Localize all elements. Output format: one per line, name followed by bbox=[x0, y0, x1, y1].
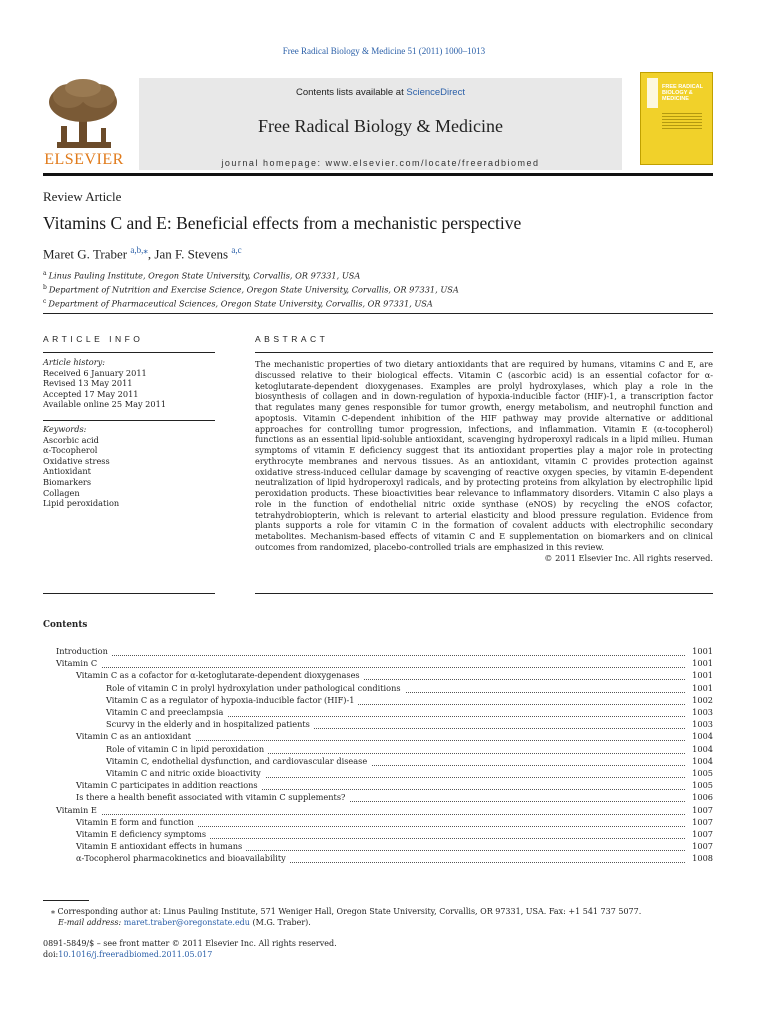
issn-line: 0891-5849/$ – see front matter © 2011 Elsevier Inc. All rights reserved. bbox=[43, 939, 337, 948]
keyword: α-Tocopherol bbox=[43, 445, 98, 456]
toc-entry-page: 1007 bbox=[688, 841, 713, 851]
author-affiliation-marks[interactable]: a,b,⁎ bbox=[130, 245, 148, 255]
toc-entry-page: 1005 bbox=[688, 768, 713, 778]
toc-entry-title[interactable]: Vitamin C bbox=[56, 658, 101, 668]
keyword: Collagen bbox=[43, 487, 80, 498]
journal-header bbox=[43, 72, 713, 170]
keywords-rule bbox=[43, 420, 215, 421]
journal-cover-image bbox=[640, 72, 713, 165]
email-line bbox=[43, 917, 641, 928]
doi-prefix: doi: bbox=[43, 950, 59, 959]
publisher-name: ELSEVIER bbox=[44, 151, 124, 168]
corresponding-text: Corresponding author at: Linus Pauling Institute, 571 Weniger Hall, Oregon State University, Corvallis, OR 97331, USA. Fax: +1 541 737 5077. bbox=[57, 907, 642, 916]
article-title: Vitamins C and E: Beneficial effects from a mechanistic perspective bbox=[43, 213, 522, 233]
affiliation bbox=[43, 296, 459, 310]
affiliation-text: Department of Nutrition and Exercise Science, Oregon State University, Corvallis, OR 97331, USA bbox=[48, 284, 459, 295]
abstract-bottom-rule bbox=[255, 593, 713, 594]
author-name[interactable]: Jan F. Stevens bbox=[154, 246, 229, 262]
online-date: Available online 25 May 2011 bbox=[43, 399, 167, 410]
toc-leader-dots bbox=[56, 803, 685, 815]
affiliation bbox=[43, 282, 459, 296]
abstract-body: The mechanistic properties of two dietary antioxidants that are required by humans, vitamins C and E, are discussed relative to their biological effects. Vitamin C (ascorbic acid) is an essential cofactor for α-ketoglutarate-dependent dioxygenases. Examples are prolyl hydroxylases, which play a role in the biosynthesis of collagen and in down-regulation of hypoxia-inducible factor (HIF)-1, a transcription factor that regulates many genes responsible for tumor growth, energy metabolism, and neutrophil function and apoptosis. Vitamin C-dependent inhibition of the HIF pathway may provide alternative or additional approaches for controlling tumor progression, infections, and inflammation. Vitamin E (α-tocopherol) functions as an essential lipid-soluble antioxidant, scavenging hydroperoxyl radicals in a lipid milieu. Human symptoms of vitamin E deficiency suggest that its antioxidant properties play a major role in protecting erythrocyte membranes and nervous tissues. As an antioxidant, vitamin C provides protection against oxidative stress-induced cellular damage by scavenging of reactive oxygen species, by vitamin E-dependent neutralization of lipid hydroperoxyl radicals, and by protecting proteins from alkylation by electrophilic lipid peroxidation products. These bioactivities bear relevance to inflammatory disorders. Vitamin C also plays a role in the function of endothelial nitric oxide synthase (eNOS) by recycling the eNOS cofactor, tetrahydrobiopterin, which is relevant to arterial elasticity and blood pressure regulation. Evidence from plants supports a role for vitamin C in the formation of covalent adducts with electrophilic secondary metabolites. Mechanism-based effects of vitamin C and E supplementation on biomarkers and on clinical outcomes from randomized, placebo-controlled trials are emphasized in this review. bbox=[255, 359, 713, 552]
info-divider bbox=[43, 313, 713, 314]
toc-entry-page: 1001 bbox=[688, 646, 713, 656]
toc-entry-title[interactable]: Vitamin C participates in addition reactions bbox=[76, 780, 262, 790]
toc-entry-page: 1003 bbox=[688, 707, 713, 717]
sciencedirect-link[interactable]: ScienceDirect bbox=[406, 87, 465, 98]
corresponding-author-note bbox=[43, 906, 641, 928]
affiliation bbox=[43, 268, 459, 282]
toc-entry-title[interactable]: Vitamin C and nitric oxide bioactivity bbox=[106, 768, 265, 778]
doi-link[interactable]: 10.1016/j.freeradbiomed.2011.05.017 bbox=[58, 950, 213, 959]
abstract-heading: ABSTRACT bbox=[255, 334, 329, 344]
toc-entry-title[interactable]: Vitamin E antioxidant effects in humans bbox=[76, 841, 246, 851]
toc-entry-page: 1007 bbox=[688, 829, 713, 839]
abstract-rule bbox=[255, 352, 713, 353]
journal-homepage-link[interactable]: journal homepage: www.elsevier.com/locate/freeradbiomed bbox=[221, 158, 540, 168]
cover-text-lines bbox=[662, 113, 702, 131]
contents-heading: Contents bbox=[43, 620, 88, 630]
journal-reference[interactable]: Free Radical Biology & Medicine 51 (2011) 1000–1013 bbox=[282, 46, 486, 56]
contents-availability bbox=[139, 87, 622, 98]
keyword: Oxidative stress bbox=[43, 455, 110, 466]
email-label: E-mail address: bbox=[58, 918, 122, 927]
toc-entry-title[interactable]: Vitamin C as an antioxidant bbox=[76, 731, 195, 741]
cover-graphic bbox=[647, 78, 658, 108]
toc-entry-page: 1003 bbox=[688, 719, 713, 729]
keyword: Antioxidant bbox=[43, 466, 91, 477]
toc-entry-title[interactable]: Vitamin C as a regulator of hypoxia-inducible factor (HIF)-1 bbox=[106, 695, 358, 705]
toc-entry-title[interactable]: Role of vitamin C in lipid peroxidation bbox=[106, 744, 268, 754]
article-info-rule bbox=[43, 352, 215, 353]
corresponding-author-line bbox=[43, 906, 641, 917]
email-suffix: (M.G. Traber). bbox=[252, 918, 311, 927]
revised-date: Revised 13 May 2011 bbox=[43, 378, 133, 389]
affiliation-text: Linus Pauling Institute, Oregon State University, Corvallis, OR 97331, USA bbox=[48, 270, 361, 281]
affiliation-text: Department of Pharmaceutical Sciences, Oregon State University, Corvallis, OR 97331, USA bbox=[48, 299, 433, 310]
affiliation-mark: b bbox=[43, 284, 47, 292]
article-info-bottom-rule bbox=[43, 593, 215, 594]
publication-info bbox=[43, 938, 337, 960]
header-divider bbox=[43, 173, 713, 176]
author-name[interactable]: Maret G. Traber bbox=[43, 246, 128, 262]
toc-entry-title[interactable]: Vitamin E form and function bbox=[76, 817, 198, 827]
toc-leader-dots bbox=[56, 656, 685, 668]
toc-entry-title[interactable]: α-Tocopherol pharmacokinetics and bioavailability bbox=[76, 853, 290, 863]
affiliations bbox=[43, 268, 459, 311]
toc-entry-page: 1004 bbox=[688, 756, 713, 766]
history-label: Article history: bbox=[43, 357, 105, 367]
doi-line bbox=[43, 949, 337, 960]
toc-entry-page: 1006 bbox=[688, 792, 713, 802]
journal-banner bbox=[139, 78, 622, 170]
copyright-notice: © 2011 Elsevier Inc. All rights reserved. bbox=[544, 552, 713, 563]
toc-entry-title[interactable]: Introduction bbox=[56, 646, 112, 656]
accepted-date: Accepted 17 May 2011 bbox=[43, 388, 139, 399]
toc-entry-title[interactable]: Vitamin C as a cofactor for α-ketoglutarate-dependent dioxygenases bbox=[76, 670, 364, 680]
toc-entry-page: 1007 bbox=[688, 817, 713, 827]
toc-entry-title[interactable]: Scurvy in the elderly and in hospitalized patients bbox=[106, 719, 314, 729]
footnote-rule bbox=[43, 900, 89, 901]
toc-entry-page: 1007 bbox=[688, 805, 713, 815]
keyword: Ascorbic acid bbox=[43, 434, 99, 445]
journal-name: Free Radical Biology & Medicine bbox=[258, 116, 503, 136]
toc-leader-dots bbox=[56, 644, 685, 656]
toc-entry-page: 1002 bbox=[688, 695, 713, 705]
affiliation-mark: a bbox=[43, 270, 47, 277]
contents-prefix: Contents lists available at bbox=[296, 87, 407, 98]
toc-entry-title[interactable]: Is there a health benefit associated with vitamin C supplements? bbox=[76, 792, 349, 802]
author-affiliation-marks[interactable]: a,c bbox=[231, 245, 242, 255]
article-history bbox=[43, 357, 166, 410]
corresponding-mark: ⁎ bbox=[51, 907, 55, 916]
toc-entry-title[interactable]: Vitamin E bbox=[56, 805, 101, 815]
keyword: Lipid peroxidation bbox=[43, 498, 120, 509]
keywords bbox=[43, 424, 119, 509]
received-date: Received 6 January 2011 bbox=[43, 367, 147, 378]
toc-entry-title[interactable]: Vitamin E deficiency symptoms bbox=[76, 829, 210, 839]
toc-entry-title[interactable]: Role of vitamin C in prolyl hydroxylation under pathological conditions bbox=[106, 683, 405, 693]
toc-entry-page: 1001 bbox=[688, 670, 713, 680]
affiliation-mark: c bbox=[43, 298, 47, 306]
cover-title: FREE RADICAL BIOLOGY & MEDICINE bbox=[662, 84, 703, 102]
toc-entry[interactable] bbox=[43, 853, 713, 865]
toc-entry-title[interactable]: Vitamin C and preeclampsia bbox=[106, 707, 227, 717]
author-list: Maret G. Traber $^{a,b,⁎}$, Jan F. Stevens $^{a,c}$ bbox=[43, 245, 242, 262]
toc-entry-page: 1008 bbox=[688, 853, 713, 863]
keywords-label: Keywords: bbox=[43, 424, 87, 434]
toc-entry-page: 1001 bbox=[688, 683, 713, 693]
article-type: Review Article bbox=[43, 189, 122, 204]
email-link[interactable]: maret.traber@oregonstate.edu bbox=[123, 918, 250, 927]
article-info-heading: ARTICLE INFO bbox=[43, 334, 144, 344]
toc-entry-title[interactable]: Vitamin C, endothelial dysfunction, and cardiovascular disease bbox=[106, 756, 371, 766]
toc-entry-page: 1001 bbox=[688, 658, 713, 668]
toc-entry-page: 1005 bbox=[688, 780, 713, 790]
keyword: Biomarkers bbox=[43, 476, 92, 487]
toc-entry-page: 1004 bbox=[688, 744, 713, 754]
abstract bbox=[255, 359, 713, 563]
toc-entry-page: 1004 bbox=[688, 731, 713, 741]
